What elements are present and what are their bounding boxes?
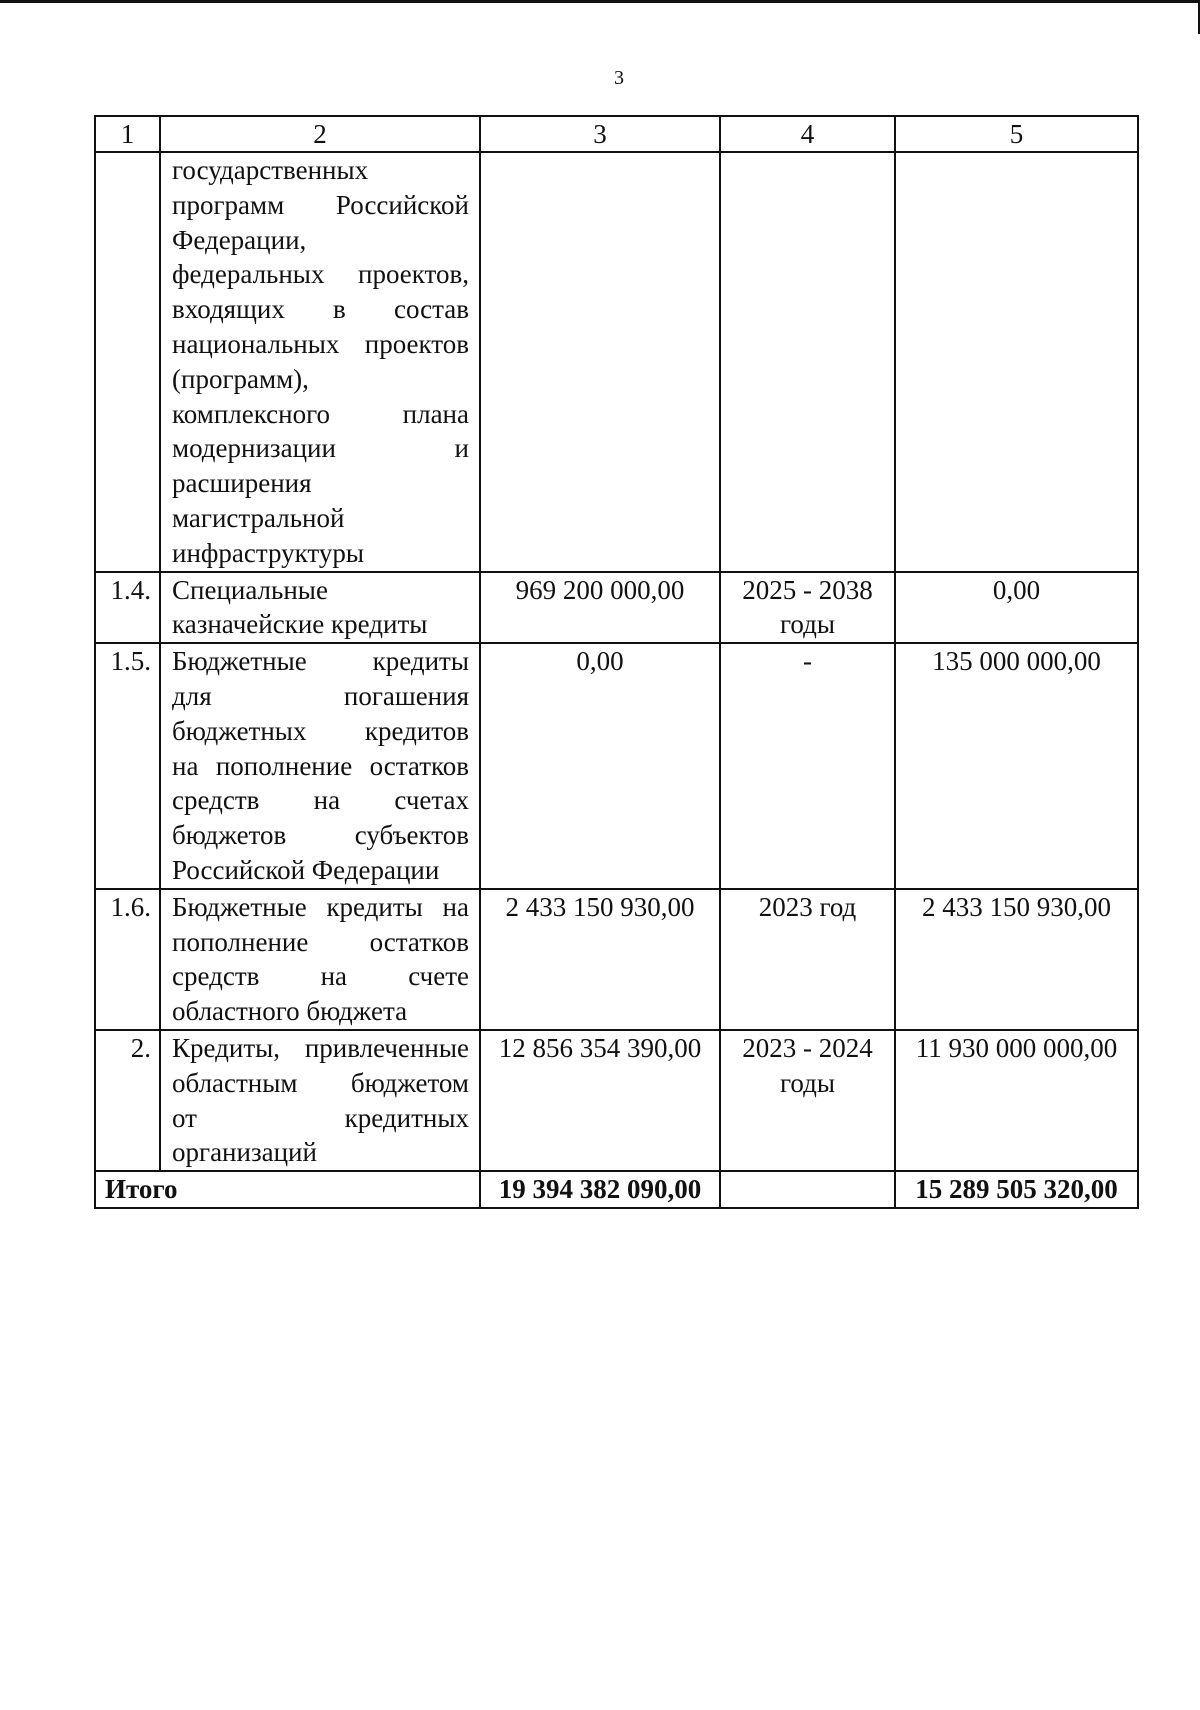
row-description: [160, 572, 480, 644]
row-number: 1.4.: [95, 572, 160, 644]
amount-cell: 12 856 354 390,00: [480, 1030, 720, 1171]
description-line: областного бюджета: [172, 996, 408, 1027]
column-header-5: 5: [895, 116, 1138, 152]
description-line: государственных: [172, 155, 369, 185]
row-description: [160, 152, 480, 572]
balance-cell: [895, 152, 1138, 572]
period-line: -: [803, 646, 812, 677]
table-row-1-5: [95, 643, 1138, 889]
description-line: национальных проектов: [172, 328, 469, 359]
table-header-row: [95, 116, 1138, 152]
column-header-2: 2: [160, 116, 480, 152]
total-balance: 15 289 505 320,00: [895, 1171, 1138, 1208]
description-line: расширения: [172, 468, 312, 499]
description-line: Федерации,: [172, 224, 307, 255]
description-line: Бюджетные кредиты: [172, 646, 469, 677]
amount-cell: [480, 152, 720, 572]
row-number: 1.5.: [95, 643, 160, 889]
description-line: Бюджетные кредиты на: [172, 891, 469, 922]
period-line: годы: [779, 1067, 835, 1098]
period-cell: [720, 643, 895, 889]
balance-cell: 2 433 150 930,00: [895, 889, 1138, 1030]
description-line: комплексного плана: [172, 398, 469, 429]
description-line: Российской Федерации: [172, 854, 440, 885]
period-cell: [720, 889, 895, 1030]
table-row-2: [95, 1030, 1138, 1171]
description-line: Специальные: [172, 574, 328, 605]
description-line: от кредитных: [172, 1102, 469, 1133]
description-line: на пополнение остатков: [172, 750, 469, 781]
total-label: Итого: [95, 1171, 480, 1208]
row-description: [160, 1030, 480, 1171]
period-cell: [720, 152, 895, 572]
column-header-3: 3: [480, 116, 720, 152]
period-line: 2025 - 2038: [742, 574, 873, 605]
page-number: 3: [614, 67, 624, 89]
row-number: 2.: [95, 1030, 160, 1171]
credits-table: [94, 115, 1139, 1209]
description-line: пополнение остатков: [172, 926, 469, 957]
total-row: [95, 1171, 1138, 1208]
total-period: [720, 1171, 895, 1208]
description-line: для погашения: [172, 680, 469, 711]
description-line: Кредиты, привлеченные: [172, 1032, 469, 1063]
description-line: магистральной: [172, 502, 345, 533]
row-number: 1.6.: [95, 889, 160, 1030]
amount-cell: 2 433 150 930,00: [480, 889, 720, 1030]
description-line: средств на счете: [172, 961, 469, 992]
description-line: бюджетных кредитов: [172, 715, 469, 746]
amount-cell: 969 200 000,00: [480, 572, 720, 644]
balance-cell: 0,00: [895, 572, 1138, 644]
column-header-4: 4: [720, 116, 895, 152]
table-row-1-6: [95, 889, 1138, 1030]
period-line: 2023 - 2024: [742, 1032, 873, 1063]
description-line: областным бюджетом: [172, 1067, 469, 1098]
table-row-continuation: [95, 152, 1138, 572]
description-line: средств на счетах: [172, 785, 469, 816]
description-line: организаций: [172, 1137, 317, 1168]
period-line: годы: [779, 609, 835, 640]
balance-cell: 135 000 000,00: [895, 643, 1138, 889]
balance-cell: 11 930 000 000,00: [895, 1030, 1138, 1171]
total-amount: 19 394 382 090,00: [480, 1171, 720, 1208]
row-description: [160, 889, 480, 1030]
row-description: [160, 643, 480, 889]
description-line: казначейские кредиты: [172, 609, 428, 640]
row-number-cell: [95, 152, 160, 572]
description-line: модернизации и: [172, 433, 469, 464]
period-cell: [720, 572, 895, 644]
description-line: бюджетов субъектов: [172, 820, 469, 851]
period-line: 2023 год: [758, 891, 857, 922]
description-line: входящих в состав: [172, 294, 469, 325]
description-line: федеральных проектов,: [172, 259, 469, 290]
scan-top-border: [0, 0, 1200, 3]
description-line: инфраструктуры: [172, 537, 364, 568]
description-line: (программ),: [172, 363, 309, 394]
amount-cell: 0,00: [480, 643, 720, 889]
table-row-1-4: [95, 572, 1138, 644]
description-line: программ Российской: [172, 189, 469, 220]
column-header-1: 1: [95, 116, 160, 152]
period-cell: [720, 1030, 895, 1171]
